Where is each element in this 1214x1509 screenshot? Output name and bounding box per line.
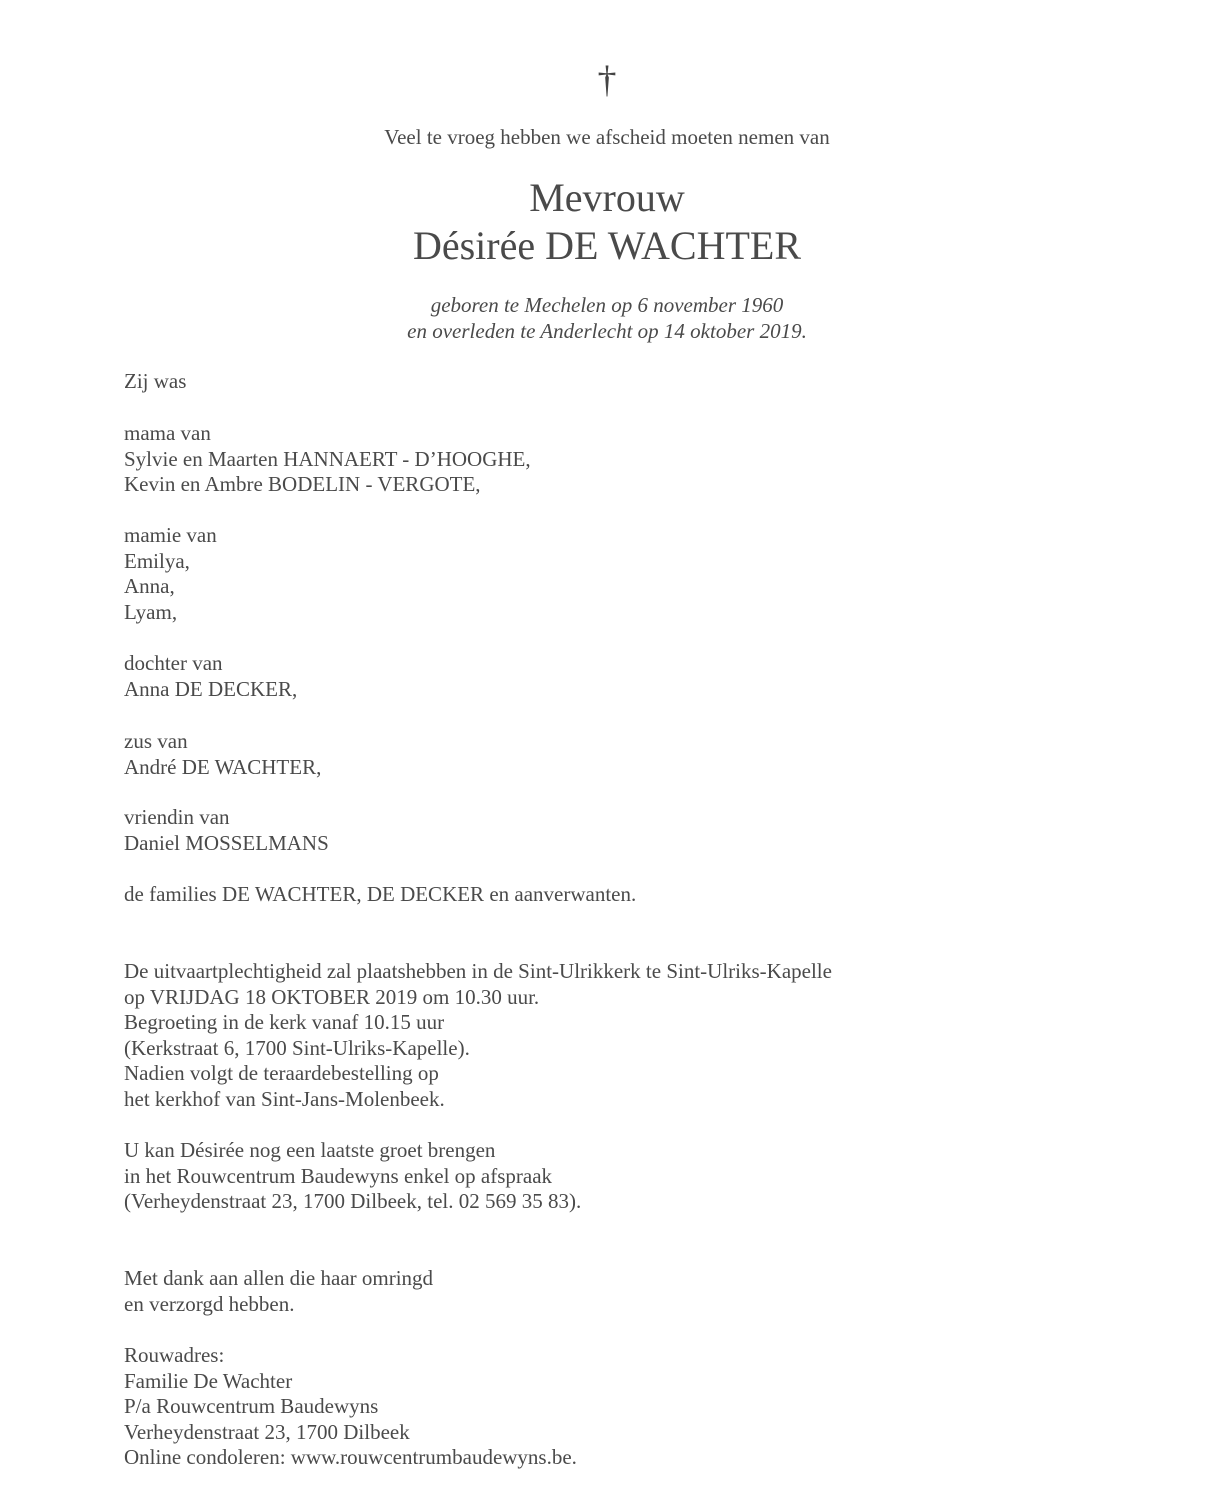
mamie-grandchild-1: Emilya, — [124, 548, 190, 573]
mama-block — [124, 421, 531, 498]
online-condolence-link[interactable]: Online condoleren: www.rouwcentrumbaudewyns.be. — [124, 1445, 577, 1470]
visit-line-1: U kan Désirée nog een laatste groet brengen — [124, 1138, 496, 1162]
address-line-1: Familie De Wachter — [124, 1368, 293, 1393]
cross-icon: † — [597, 59, 617, 101]
mama-child-2: Kevin en Ambre BODELIN - VERGOTE, — [124, 472, 481, 497]
ceremony-line-4: (Kerkstraat 6, 1700 Sint-Ulriks-Kapelle). — [124, 1035, 470, 1060]
ceremony-line-3: Begroeting in de kerk vanaf 10.15 uur — [124, 1010, 445, 1035]
ceremony-line-2: op VRIJDAG 18 OKTOBER 2019 om 10.30 uur. — [124, 984, 540, 1009]
vriendin-partner: Daniel MOSSELMANS — [124, 830, 329, 855]
title-salutation: Mevrouw — [529, 175, 685, 220]
dochter-parent: Anna DE DECKER, — [124, 676, 298, 701]
address-label: Rouwadres: — [124, 1343, 225, 1367]
dochter-block — [124, 651, 297, 702]
mamie-label: mamie van — [124, 523, 217, 547]
address-line-3: Verheydenstraat 23, 1700 Dilbeek — [124, 1419, 410, 1444]
zus-label: zus van — [124, 729, 188, 753]
visit-line-2: in het Rouwcentrum Baudewyns enkel op afspraak — [124, 1163, 553, 1188]
address-line-2: P/a Rouwcentrum Baudewyns — [124, 1394, 379, 1419]
families-line: de families DE WACHTER, DE DECKER en aanverwanten. — [124, 882, 637, 906]
death-line: en overleden te Anderlecht op 14 oktober 2019. — [407, 319, 807, 343]
mamie-grandchild-3: Lyam, — [124, 599, 178, 624]
thanks-line-1: Met dank aan allen die haar omringd — [124, 1266, 434, 1290]
address-block — [124, 1343, 577, 1471]
visit-line-3: (Verheydenstraat 23, 1700 Dilbeek, tel. 02 569 35 83). — [124, 1189, 582, 1214]
ceremony-line-5: Nadien volgt de teraardebestelling op — [124, 1061, 439, 1086]
vriendin-block — [124, 805, 329, 856]
mamie-block — [124, 523, 217, 625]
ceremony-line-6: het kerkhof van Sint-Jans-Molenbeek. — [124, 1086, 445, 1111]
zus-block — [124, 729, 321, 780]
mama-label: mama van — [124, 421, 211, 445]
vriendin-label: vriendin van — [124, 805, 230, 829]
title-name: Désirée DE WACHTER — [412, 223, 802, 268]
visit-block — [124, 1138, 581, 1215]
mamie-grandchild-2: Anna, — [124, 574, 175, 599]
birth-line: geboren te Mechelen op 6 november 1960 — [430, 293, 784, 317]
relations-intro: Zij was — [124, 369, 187, 393]
deceased-name-heading — [0, 174, 1214, 270]
ceremony-line-1: De uitvaartplechtigheid zal plaatshebben in de Sint-Ulrikkerk te Sint-Ulriks-Kapelle — [124, 959, 832, 983]
ceremony-block — [124, 959, 832, 1113]
birth-death-dates — [0, 292, 1214, 344]
thanks-line-2: en verzorgd hebben. — [124, 1291, 295, 1316]
intro-text: Veel te vroeg hebben we afscheid moeten nemen van — [384, 125, 830, 149]
mama-child-1: Sylvie en Maarten HANNAERT - D’HOOGHE, — [124, 446, 531, 471]
zus-sibling: André DE WACHTER, — [124, 754, 322, 779]
thanks-block — [124, 1266, 433, 1317]
dochter-label: dochter van — [124, 651, 223, 675]
